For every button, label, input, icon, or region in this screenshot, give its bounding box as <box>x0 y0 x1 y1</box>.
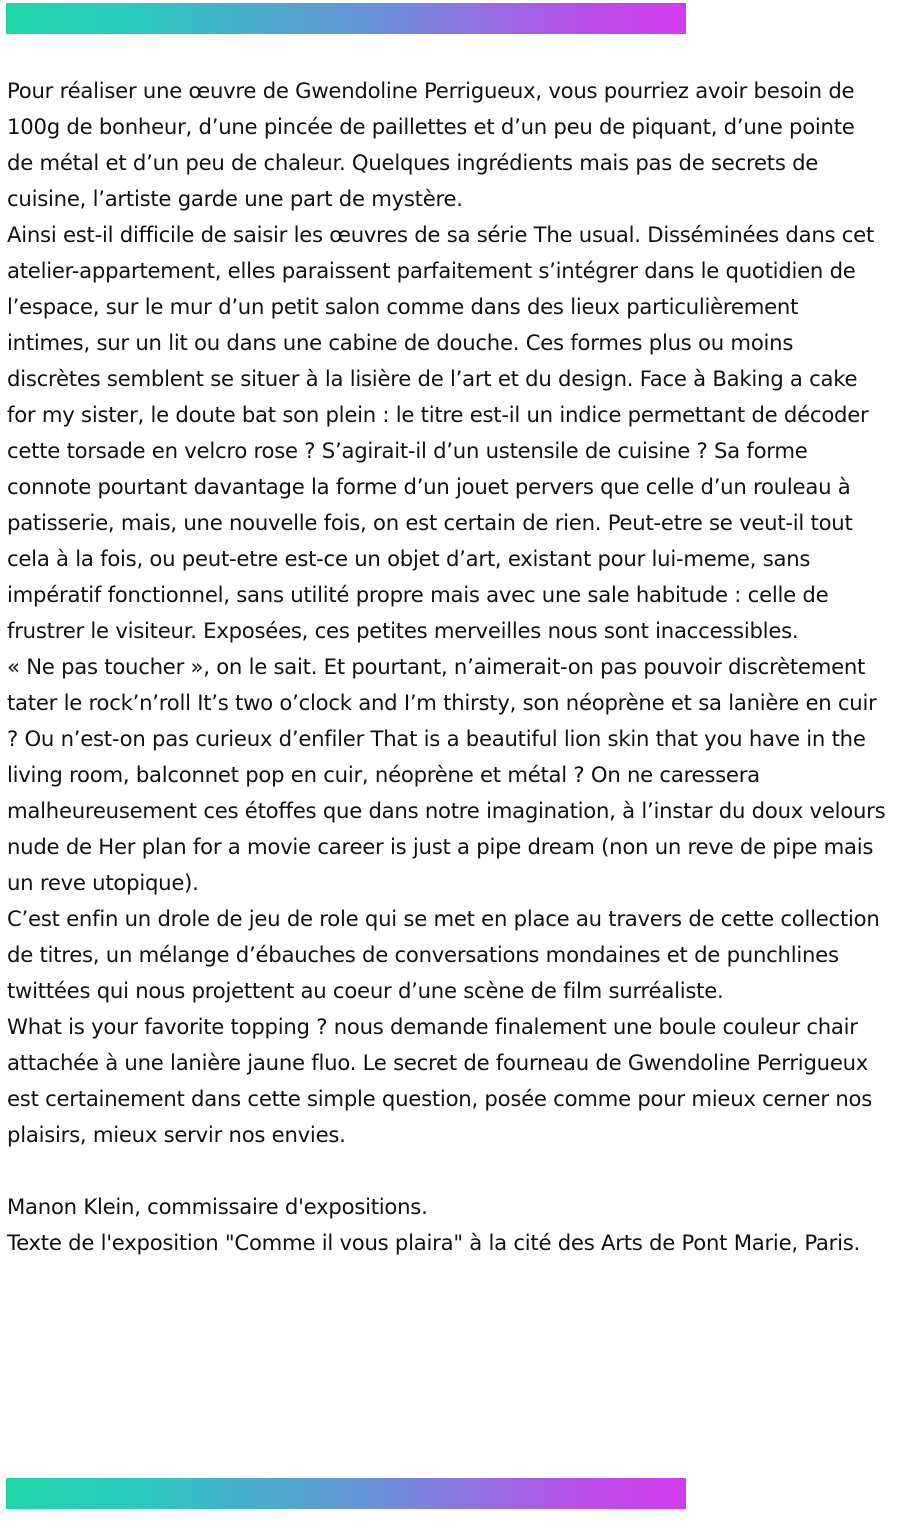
exhibition-source: Texte de l'exposition "Comme il vous plaira" à la cité des Arts de Pont Marie, Paris. <box>7 1230 860 1255</box>
paragraph-intro: Pour réaliser une œuvre de Gwendoline Perrigueux, vous pourriez avoir besoin de 100g de bonheur, d’une pincée de paillettes et d’un peu de piquant, d’une pointe de métal et d’un peu de chaleur. Quelques ingrédients mais pas de secrets de cuisine, l’artiste garde une part de mystère. <box>7 78 855 211</box>
paragraph-spacer <box>7 1153 887 1189</box>
paragraph-favorite-topping: What is your favorite topping ? nous demande finalement une boule couleur chair attachée à une lanière jaune fluo. Le secret de fourneau de Gwendoline Perrigueux est certainement dans cette simple question, posée comme pour mieux cerner nos plaisirs, mieux servir nos envies. <box>7 1014 873 1147</box>
paragraph-the-usual: Ainsi est-il difficile de saisir les œuvres de sa série The usual. Disséminées dans cet atelier-appartement, elles paraissent parfaitement s’intégrer dans le quotidien de l’espace, sur le mur d’un petit salon comme dans des lieux particulièrement intimes, sur un lit ou dans une cabine de douche. Ces formes plus ou moins discrètes semblent se situer à la lisière de l’art et du design. Face à Baking a cake for my sister, le doute bat son plein : le titre est-il un indice permettant de décoder cette torsade en velcro rose ? S’agirait-il d’un ustensile de cuisine ? Sa forme connote pourtant davantage la forme d’un jouet pervers que celle d’un rouleau à patisserie, mais, une nouvelle fois, on est certain de rien. Peut-etre se veut-il tout cela à la fois, ou peut-etre est-ce un objet d’art, existant pour lui-meme, sans impératif fonctionnel, sans utilité propre mais avec une sale habitude : celle de frustrer le visiteur. Exposées, ces petites merveilles nous sont inaccessibles. <box>7 222 875 643</box>
paragraph-jeu-de-role: C’est enfin un drole de jeu de role qui se met en place au travers de cette collection de titres, un mélange d’ébauches de conversations mondaines et de punchlines twittées qui nous projettent au coeur d’une scène de film surréaliste. <box>7 906 880 1003</box>
article-body <box>7 73 887 1261</box>
top-gradient-divider <box>6 3 686 34</box>
paragraph-ne-pas-toucher: « Ne pas toucher », on le sait. Et pourtant, n’aimerait-on pas pouvoir discrètement tater le rock’n’roll It’s two o’clock and I’m thirsty, son néoprène et sa lanière en cuir ? Ou n’est-on pas curieux d’enfiler That is a beautiful lion skin that you have in the living room, balconnet pop en cuir, néoprène et métal ? On ne caressera malheureusement ces étoffes que dans notre imagination, à l’instar du doux velours nude de Her plan for a movie career is just a pipe dream (non un reve de pipe mais un reve utopique). <box>7 654 886 895</box>
bottom-gradient-divider <box>6 1478 686 1509</box>
author-signature: Manon Klein, commissaire d'expositions. <box>7 1194 428 1219</box>
